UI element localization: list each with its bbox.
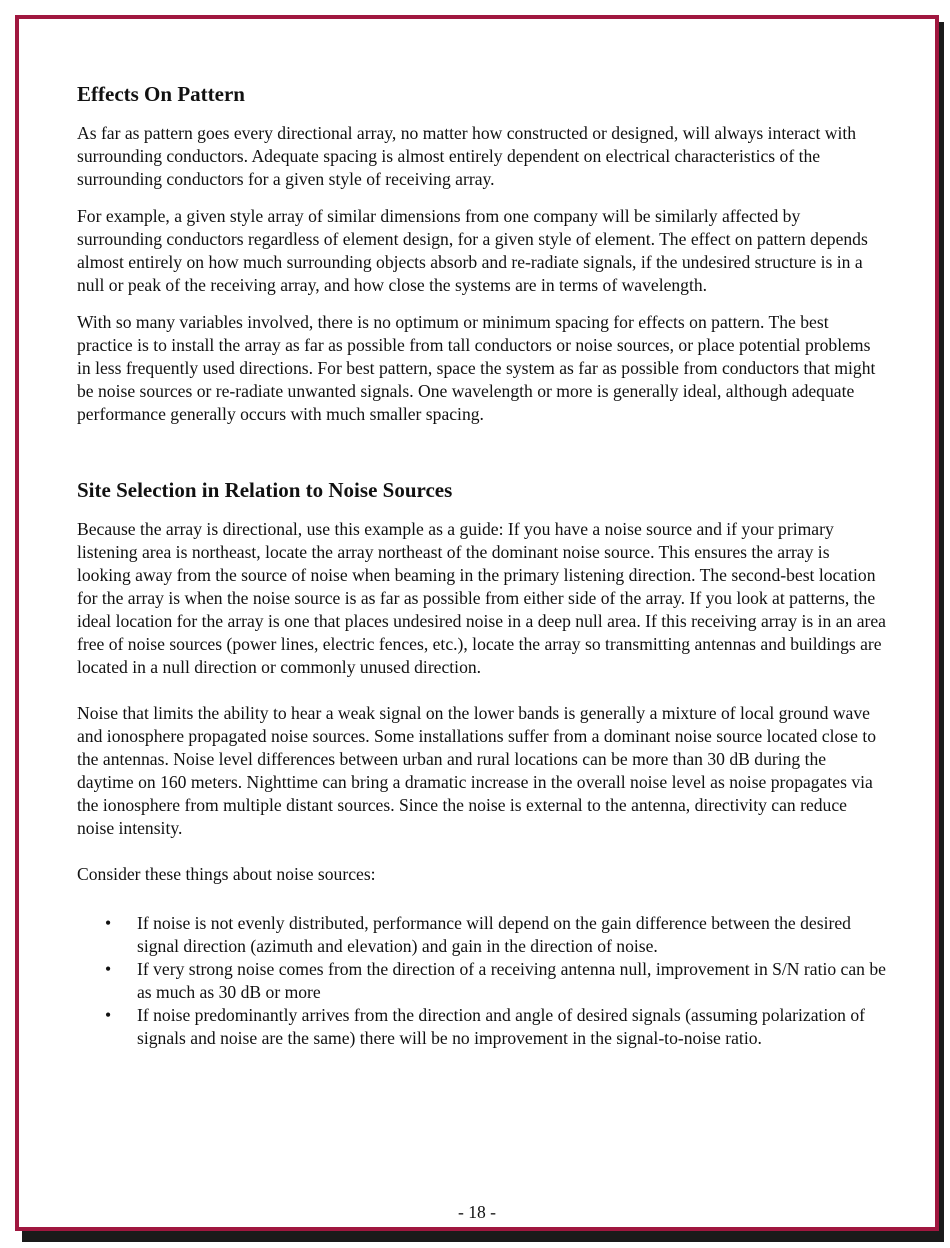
bullet-icon: •: [105, 959, 112, 979]
list-item: [77, 958, 887, 1004]
bullet-icon: •: [105, 913, 112, 933]
page-content: [77, 81, 887, 1050]
page-number: - 18 -: [457, 1202, 497, 1222]
noise-source-bullet-list: [77, 912, 887, 1050]
list-item: [77, 1004, 887, 1050]
list-item-text: If noise predominantly arrives from the direction and angle of desired signals (assuming polarization of signals and noise are the same) there will be no improvement in the signal-to-noise ratio.: [137, 1005, 865, 1048]
list-item: [77, 912, 887, 958]
paragraph: With so many variables involved, there is no optimum or minimum spacing for effects on pattern. The best practice is to install the array as far as possible from tall conductors or noise sources, or place potential problems in less frequently used directions. For best pattern, space the system as far as possible from conductors that might be noise sources or re-radiate unwanted signals. One wavelength or more is generally ideal, although adequate performance generally occurs with much smaller spacing.: [77, 312, 876, 424]
paragraph: As far as pattern goes every directional array, no matter how constructed or designed, will always interact with surrounding conductors. Adequate spacing is almost entirely dependent on electrical characteristics of the surrounding conductors for a given style of receiving array.: [77, 123, 857, 189]
bullet-icon: •: [105, 1005, 112, 1025]
paragraph: For example, a given style array of similar dimensions from one company will be similarly affected by surrounding conductors regardless of element design, for a given style of element. The effect on pattern depends almost entirely on how much surrounding objects absorb and re-radiate signals, if the undesired structure is in a null or peak of the receiving array, and how close the systems are in terms of wavelength.: [77, 206, 868, 295]
document-page: [15, 15, 939, 1231]
paragraph: Noise that limits the ability to hear a weak signal on the lower bands is generally a mixture of local ground wave and ionosphere propagated noise sources. Some installations suffer from a dominant noise source located close to the antennas. Noise level differences between urban and rural locations can be more than 30 dB during the daytime on 160 meters. Nighttime can bring a dramatic increase in the overall noise level as noise propagates via the ionosphere from multiple distant sources. Since the noise is external to the antenna, directivity can reduce noise intensity.: [77, 703, 877, 838]
list-item-text: If noise is not evenly distributed, performance will depend on the gain difference between the desired signal direction (azimuth and elevation) and gain in the direction of noise.: [137, 913, 851, 956]
list-item-text: If very strong noise comes from the direction of a receiving antenna null, improvement in S/N ratio can be as much as 30 dB or more: [137, 959, 886, 1002]
paragraph: Because the array is directional, use this example as a guide: If you have a noise source and if your primary listening area is northeast, locate the array northeast of the dominant noise source. This ensures the array is looking away from the source of noise when beaming in the primary listening direction. The second-best location for the array is when the noise source is as far as possible from either side of the array. If you look at patterns, the ideal location for the array is one that places undesired noise in a deep null area. If this receiving array is in an area free of noise sources (power lines, electric fences, etc.), locate the array so transmitting antennas and buildings are located in a null direction or commonly unused direction.: [77, 519, 886, 677]
section-heading-site-selection: Site Selection in Relation to Noise Sources: [77, 478, 453, 502]
paragraph: Consider these things about noise sources:: [77, 864, 376, 884]
section-heading-effects-on-pattern: Effects On Pattern: [77, 82, 245, 106]
